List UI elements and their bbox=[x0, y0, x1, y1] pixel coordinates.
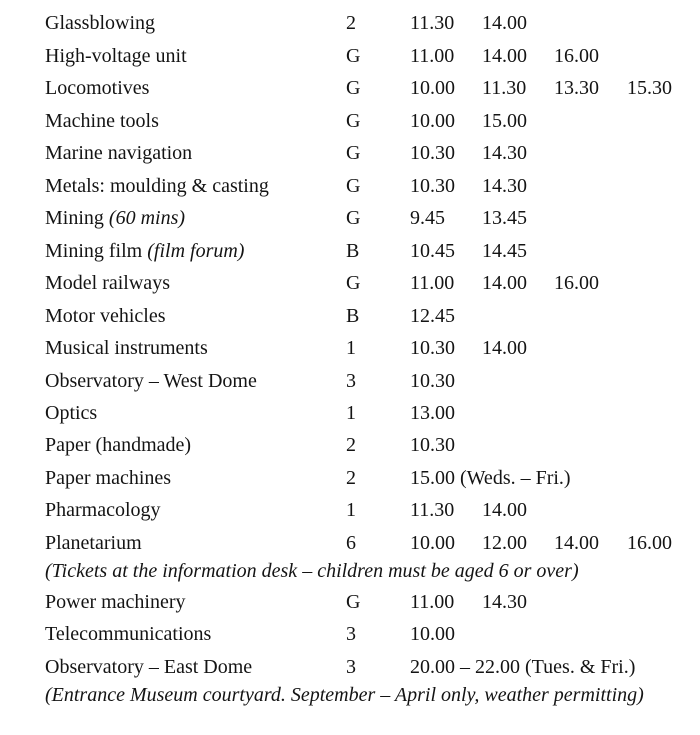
exhibit-name-text: Mining film bbox=[45, 240, 143, 262]
schedule-row bbox=[0, 621, 700, 647]
schedule-row bbox=[0, 205, 700, 231]
schedule-row bbox=[0, 303, 700, 329]
exhibit-name bbox=[45, 173, 269, 199]
exhibit-name-text: Marine navigation bbox=[45, 142, 193, 164]
schedule-row bbox=[0, 400, 700, 426]
schedule-row bbox=[0, 238, 700, 264]
schedule-row bbox=[0, 173, 700, 199]
exhibit-name bbox=[45, 270, 170, 296]
floor-level: 6 bbox=[346, 532, 356, 554]
schedule-row bbox=[0, 654, 700, 680]
demo-time: 11.30 bbox=[410, 499, 455, 521]
exhibit-name bbox=[45, 108, 159, 134]
exhibit-name-text: High-voltage unit bbox=[45, 45, 187, 67]
schedule-row bbox=[0, 108, 700, 134]
demo-time: 14.00 bbox=[482, 499, 527, 521]
floor-level: 2 bbox=[346, 434, 356, 456]
demo-time: 10.30 bbox=[410, 434, 455, 456]
demo-time: 14.00 bbox=[482, 12, 527, 34]
demo-time: 10.30 bbox=[410, 370, 455, 392]
exhibit-name-text: Musical instruments bbox=[45, 337, 208, 359]
demo-time: 15.30 bbox=[627, 77, 672, 99]
demo-time: 14.30 bbox=[482, 591, 527, 613]
exhibit-name-text: Planetarium bbox=[45, 532, 142, 554]
schedule-row bbox=[0, 497, 700, 523]
exhibit-name-text: Paper (handmade) bbox=[45, 434, 192, 456]
floor-level: G bbox=[346, 142, 361, 164]
demo-time: 10.30 bbox=[410, 142, 455, 164]
floor-level: 2 bbox=[346, 467, 356, 489]
exhibit-name-text: Motor vehicles bbox=[45, 305, 166, 327]
floor-level: B bbox=[346, 305, 360, 327]
exhibit-name bbox=[45, 621, 211, 647]
exhibit-name-text: Metals: moulding & casting bbox=[45, 175, 269, 197]
floor-level: 1 bbox=[346, 499, 356, 521]
demo-time: 13.45 bbox=[482, 207, 527, 229]
exhibit-name-text: Pharmacology bbox=[45, 499, 161, 521]
demo-time: 11.30 bbox=[482, 77, 527, 99]
schedule-row bbox=[0, 270, 700, 296]
demo-time: 14.45 bbox=[482, 240, 527, 262]
schedule-note: (Tickets at the information desk – children must be aged 6 or over) bbox=[45, 560, 579, 582]
demo-time: 11.00 bbox=[410, 272, 455, 294]
demo-time: 11.00 bbox=[410, 591, 455, 613]
floor-level: B bbox=[346, 240, 360, 262]
exhibit-name-text: Machine tools bbox=[45, 110, 159, 132]
demo-time: 20.00 – 22.00 (Tues. & Fri.) bbox=[410, 656, 636, 678]
schedule-row bbox=[0, 140, 700, 166]
exhibit-name bbox=[45, 205, 185, 231]
exhibit-name bbox=[45, 589, 186, 615]
exhibit-name-qualifier: (film forum) bbox=[147, 240, 245, 262]
floor-level: 2 bbox=[346, 12, 356, 34]
demo-time: 13.30 bbox=[554, 77, 599, 99]
demo-time: 10.00 bbox=[410, 110, 455, 132]
floor-level: G bbox=[346, 175, 361, 197]
demo-time: 14.00 bbox=[482, 272, 527, 294]
demo-time: 16.00 bbox=[554, 272, 599, 294]
floor-level: G bbox=[346, 272, 361, 294]
exhibit-name-text: Mining bbox=[45, 207, 104, 229]
demo-time: 12.45 bbox=[410, 305, 455, 327]
exhibit-name-text: Optics bbox=[45, 402, 98, 424]
floor-level: 1 bbox=[346, 337, 356, 359]
demo-time: 10.45 bbox=[410, 240, 455, 262]
demo-time: 16.00 bbox=[627, 532, 672, 554]
schedule-row bbox=[0, 43, 700, 69]
floor-level: 3 bbox=[346, 656, 356, 678]
floor-level: 1 bbox=[346, 402, 356, 424]
demo-time: 12.00 bbox=[482, 532, 527, 554]
floor-level: G bbox=[346, 207, 361, 229]
demo-time: 14.00 bbox=[482, 337, 527, 359]
demo-time: 11.30 bbox=[410, 12, 455, 34]
exhibit-name-text: Paper machines bbox=[45, 467, 172, 489]
exhibit-name-text: Model railways bbox=[45, 272, 170, 294]
exhibit-name-text: Telecommunications bbox=[45, 623, 212, 645]
demo-time: 10.00 bbox=[410, 623, 455, 645]
exhibit-name bbox=[45, 10, 155, 36]
demo-time: 10.00 bbox=[410, 77, 455, 99]
exhibit-name-text: Glassblowing bbox=[45, 12, 155, 34]
exhibit-name bbox=[45, 497, 161, 523]
demo-time: 15.00 bbox=[482, 110, 527, 132]
schedule-row bbox=[0, 465, 700, 491]
exhibit-name bbox=[45, 654, 252, 680]
schedule-row bbox=[0, 589, 700, 615]
exhibit-name bbox=[45, 335, 208, 361]
exhibit-name bbox=[45, 400, 97, 426]
schedule-row bbox=[0, 368, 700, 394]
exhibit-name bbox=[45, 465, 171, 491]
demo-time: 14.00 bbox=[554, 532, 599, 554]
schedule-row bbox=[0, 10, 700, 36]
schedule-row bbox=[0, 530, 700, 556]
floor-level: G bbox=[346, 591, 361, 613]
demo-time: 16.00 bbox=[554, 45, 599, 67]
exhibit-name bbox=[45, 303, 166, 329]
demo-time: 10.30 bbox=[410, 337, 455, 359]
schedule-note: (Entrance Museum courtyard. September – April only, weather permitting) bbox=[45, 684, 644, 706]
floor-level: G bbox=[346, 45, 361, 67]
exhibit-name bbox=[45, 238, 244, 264]
demo-time: 14.30 bbox=[482, 142, 527, 164]
demo-time: 13.00 bbox=[410, 402, 455, 424]
schedule-row bbox=[0, 432, 700, 458]
demo-time: 15.00 (Weds. – Fri.) bbox=[410, 467, 571, 489]
exhibit-name bbox=[45, 368, 257, 394]
exhibit-name-text: Locomotives bbox=[45, 77, 150, 99]
exhibit-name bbox=[45, 140, 192, 166]
exhibit-name bbox=[45, 432, 191, 458]
schedule-row bbox=[0, 335, 700, 361]
floor-level: 3 bbox=[346, 623, 356, 645]
schedule-row bbox=[0, 75, 700, 101]
floor-level: G bbox=[346, 77, 361, 99]
exhibit-name bbox=[45, 43, 187, 69]
exhibit-name-text: Observatory – East Dome bbox=[45, 656, 253, 678]
demo-time: 10.00 bbox=[410, 532, 455, 554]
exhibit-name-text: Power machinery bbox=[45, 591, 186, 613]
demo-time: 10.30 bbox=[410, 175, 455, 197]
demo-time: 11.00 bbox=[410, 45, 455, 67]
demo-time: 9.45 bbox=[410, 207, 445, 229]
floor-level: 3 bbox=[346, 370, 356, 392]
exhibit-name-text: Observatory – West Dome bbox=[45, 370, 257, 392]
exhibit-name bbox=[45, 75, 149, 101]
exhibit-name bbox=[45, 530, 142, 556]
floor-level: G bbox=[346, 110, 361, 132]
demo-time: 14.00 bbox=[482, 45, 527, 67]
exhibit-name-qualifier: (60 mins) bbox=[108, 207, 186, 229]
demo-time: 14.30 bbox=[482, 175, 527, 197]
